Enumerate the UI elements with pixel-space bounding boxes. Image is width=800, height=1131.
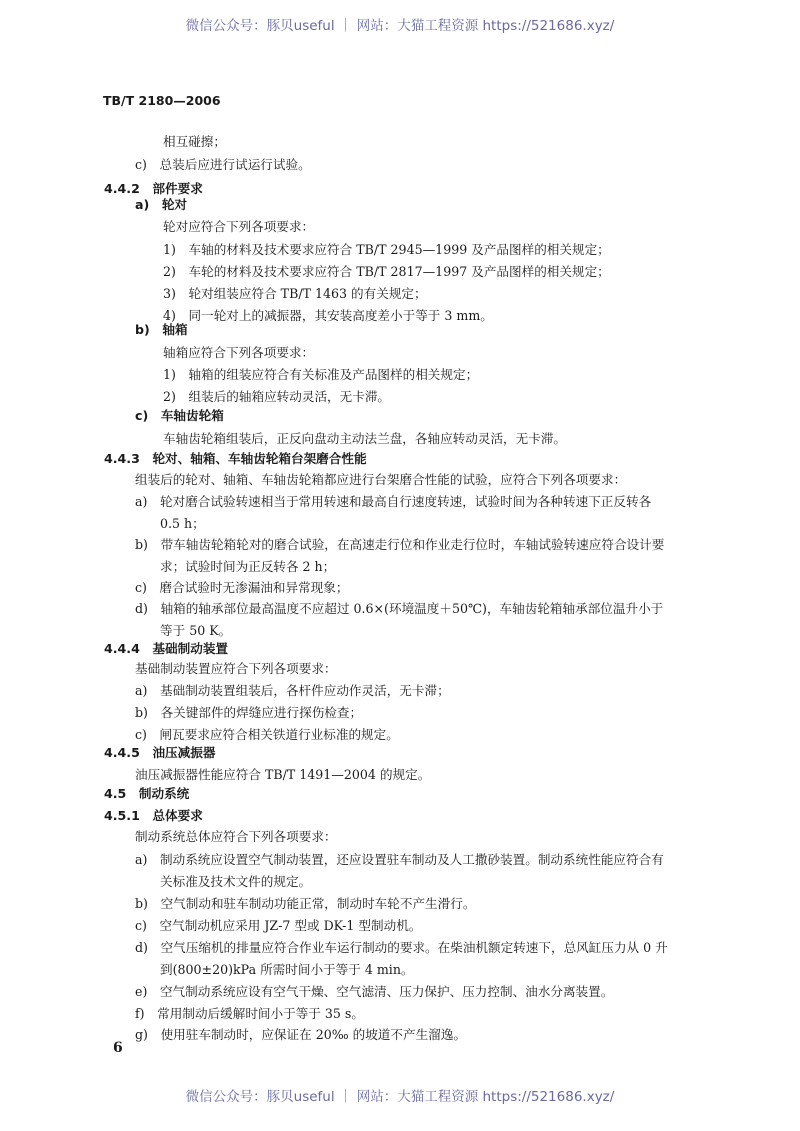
list-item: 2) 组装后的轴箱应转动灵活，无卡滞。 bbox=[163, 389, 391, 404]
standard-header: TB/T 2180—2006 bbox=[103, 93, 221, 108]
text-line: 制动系统总体应符合下列各项要求： bbox=[135, 829, 337, 844]
section-heading: 4.4.2 部件要求 bbox=[104, 181, 203, 196]
section-heading: 4.4.4 基础制动装置 bbox=[104, 641, 229, 656]
list-item: f) 常用制动后缓解时间小于等于 35 s。 bbox=[135, 1006, 364, 1021]
list-item: g) 使用驻车制动时，应保证在 20‰ 的坡道不产生溜逸。 bbox=[135, 1027, 466, 1042]
watermark-top: 微信公众号：豚贝useful ｜ 网站：大猫工程资源 https://521686.xyz/ bbox=[185, 18, 615, 34]
list-item: 2) 车轮的材料及技术要求应符合 TB/T 2817—1997 及产品图样的相关规定； bbox=[163, 264, 610, 279]
list-item: b) 带车轴齿轮箱轮对的磨合试验，在高速走行位和作业走行位时，车轴试验转速应符合设计要 bbox=[135, 537, 665, 552]
section-heading: 4.4.3 轮对、轴箱、车轴齿轮箱台架磨合性能 bbox=[104, 451, 367, 466]
text-line: 组装后的轮对、轴箱、车轴齿轮箱都应进行台架磨合性能的试验，应符合下列各项要求： bbox=[135, 472, 627, 487]
text-line: 轴箱应符合下列各项要求： bbox=[163, 345, 315, 360]
text-line: 轮对应符合下列各项要求： bbox=[163, 219, 315, 234]
list-item: d) 空气压缩机的排量应符合作业车运行制动的要求。在柴油机额定转速下，总风缸压力从 0 升 bbox=[135, 940, 668, 955]
list-item: b) 空气制动和驻车制动功能正常，制动时车轮不产生滑行。 bbox=[135, 896, 476, 911]
list-item-continuation: 等于 50 K。 bbox=[160, 623, 232, 638]
section-heading: 4.4.5 油压减振器 bbox=[104, 745, 216, 760]
list-item: 3) 轮对组装应符合 TB/T 1463 的有关规定； bbox=[163, 286, 427, 301]
watermark-bottom: 微信公众号：豚贝useful ｜ 网站：大猫工程资源 https://521686.xyz/ bbox=[185, 1089, 615, 1105]
subsection-heading: b) 轴箱 bbox=[135, 322, 188, 337]
list-item: 1) 轴箱的组装应符合有关标准及产品图样的相关规定； bbox=[163, 367, 479, 382]
text-line: 油压减振器性能应符合 TB/T 1491—2004 的规定。 bbox=[135, 767, 431, 782]
section-heading: 4.5.1 总体要求 bbox=[104, 808, 203, 823]
list-item: e) 空气制动系统应设有空气干燥、空气滤清、压力保护、压力控制、油水分离装置。 bbox=[135, 984, 614, 999]
list-item: a) 基础制动装置组装后，各杆件应动作灵活，无卡滞； bbox=[135, 683, 450, 698]
list-item-continuation: 到(800±20)kPa 所需时间小于等于 4 min。 bbox=[160, 962, 414, 977]
list-item: d) 轴箱的轴承部位最高温度不应超过 0.6×(环境温度＋50℃)，车轴齿轮箱轴承部位温升小于 bbox=[135, 601, 664, 616]
list-item-continuation: 求；试验时间为正反转各 2 h； bbox=[160, 559, 336, 574]
page-number: 6 bbox=[113, 1040, 123, 1056]
text-line: 相互碰擦； bbox=[163, 134, 226, 149]
list-item: a) 制动系统应设置空气制动装置，还应设置驻车制动及人工撒砂装置。制动系统性能应符合有 bbox=[135, 852, 664, 867]
subsection-heading: c) 车轴齿轮箱 bbox=[135, 408, 224, 423]
list-item: c) 空气制动机应采用 JZ-7 型或 DK-1 型制动机。 bbox=[135, 918, 422, 933]
section-heading: 4.5 制动系统 bbox=[104, 786, 190, 801]
list-item-continuation: 0.5 h； bbox=[160, 516, 205, 531]
list-item: c) 总装后应进行试运行试验。 bbox=[135, 157, 311, 172]
list-item: 1) 车轴的材料及技术要求应符合 TB/T 2945—1999 及产品图样的相关规定； bbox=[163, 242, 610, 257]
list-item-continuation: 关标准及技术文件的规定。 bbox=[160, 874, 312, 889]
text-line: 车轴齿轮箱组装后，正反向盘动主动法兰盘，各轴应转动灵活，无卡滞。 bbox=[163, 431, 566, 446]
list-item: a) 轮对磨合试验转速相当于常用转速和最高自行速度转速，试验时间为各种转速下正反转各 bbox=[135, 494, 652, 509]
list-item: 4) 同一轮对上的减振器，其安装高度差小于等于 3 mm。 bbox=[163, 308, 493, 323]
text-line: 基础制动装置应符合下列各项要求： bbox=[135, 661, 337, 676]
list-item: c) 磨合试验时无渗漏油和异常现象； bbox=[135, 580, 349, 595]
list-item: b) 各关键部件的焊缝应进行探伤检查； bbox=[135, 705, 363, 720]
list-item: c) 闸瓦要求应符合相关铁道行业标准的规定。 bbox=[135, 727, 399, 742]
subsection-heading: a) 轮对 bbox=[135, 197, 188, 212]
